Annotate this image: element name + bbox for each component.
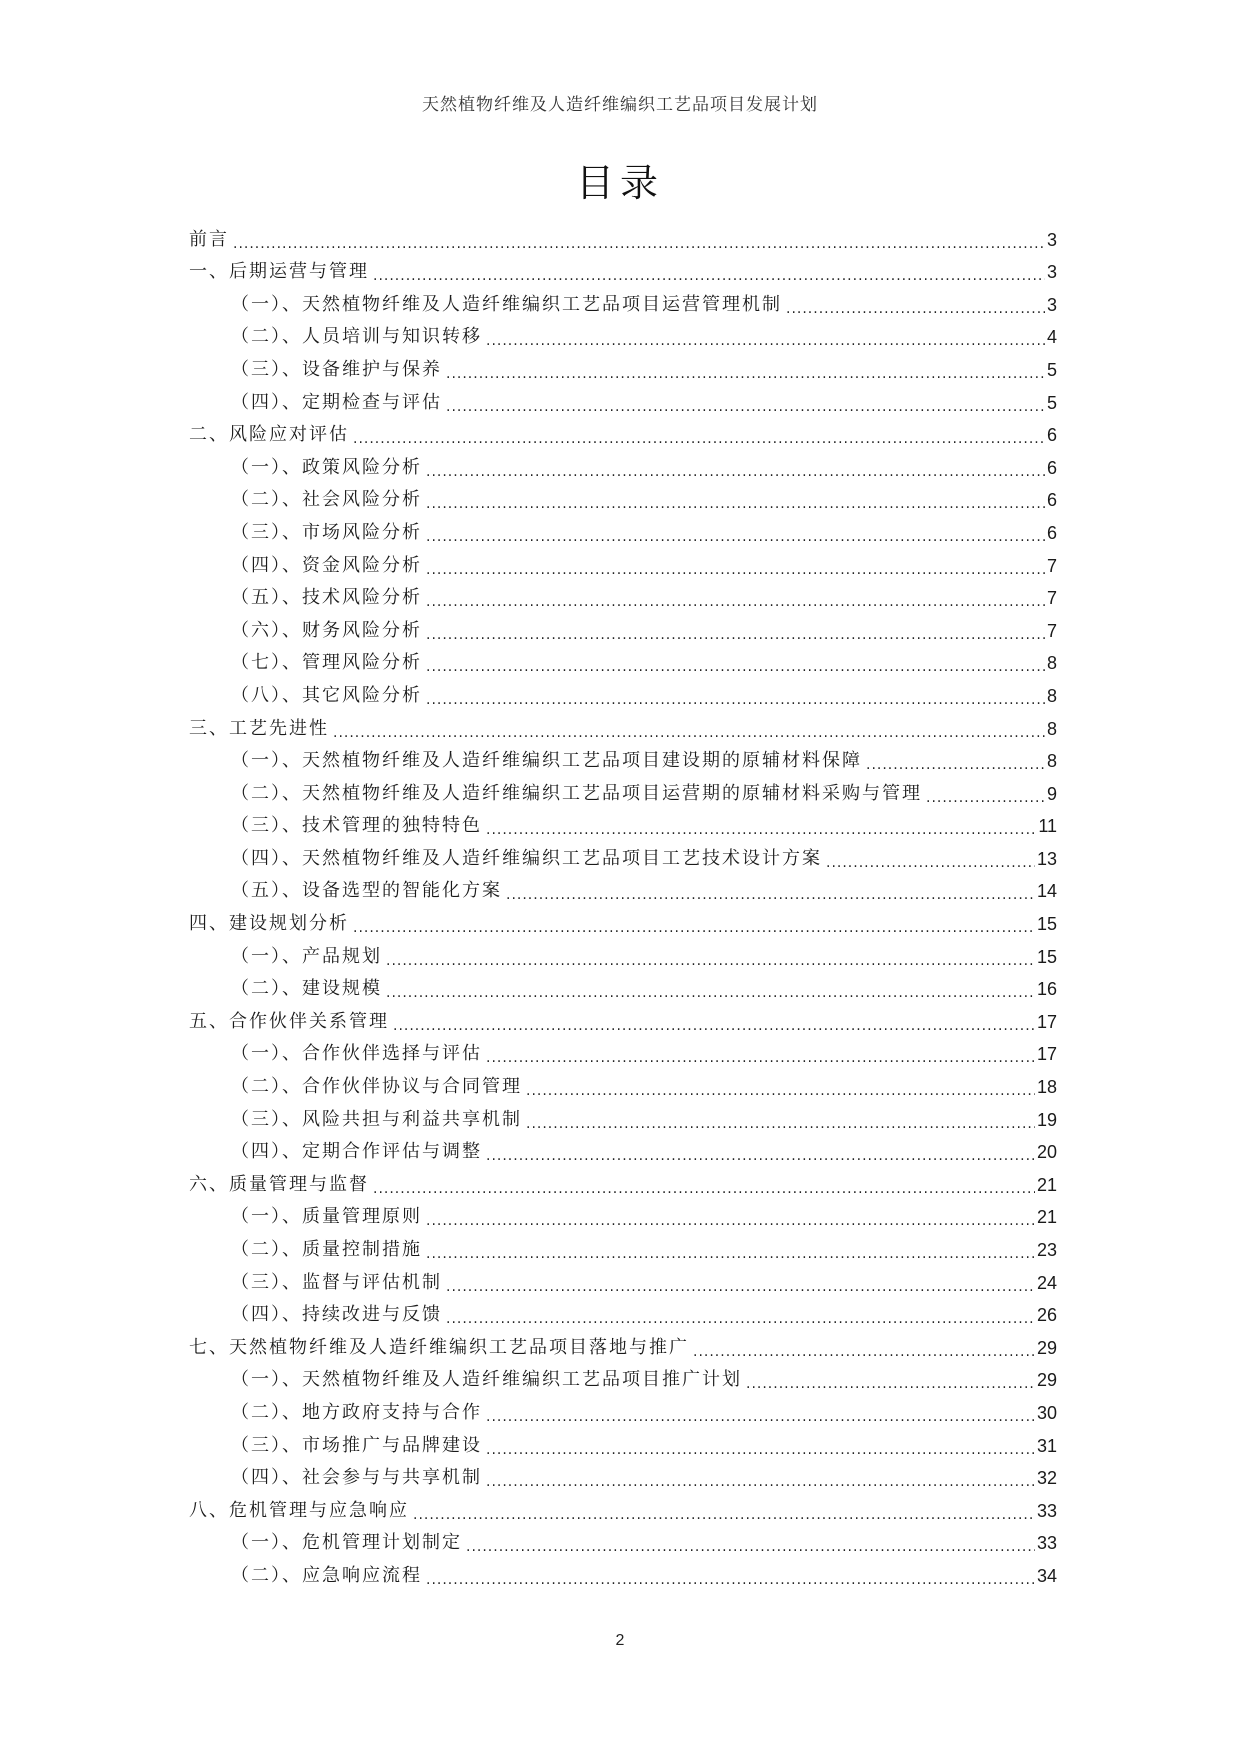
toc-entry-title: （七）、管理风险分析 — [231, 652, 422, 674]
toc-entry-title: （一）、危机管理计划制定 — [231, 1532, 462, 1554]
toc-entry-page: 33 — [1036, 1533, 1057, 1554]
toc-dot-leader — [786, 294, 1045, 316]
toc-entry-title: （四）、持续改进与反馈 — [231, 1304, 442, 1326]
toc-entry-title: （三）、技术管理的独特特色 — [231, 815, 482, 837]
toc-entry-page: 26 — [1036, 1305, 1057, 1326]
toc-entry-page: 6 — [1046, 490, 1057, 511]
toc-entry-title: 前言 — [189, 228, 229, 250]
toc-dot-leader — [233, 229, 1045, 251]
toc-entry-page: 15 — [1036, 914, 1057, 935]
toc-subsection-entry[interactable] — [189, 381, 1057, 414]
toc-dot-leader — [506, 880, 1035, 902]
toc-entry-page: 16 — [1036, 979, 1057, 1000]
toc-entry-page: 33 — [1036, 1500, 1057, 1521]
toc-entry-page: 32 — [1036, 1468, 1057, 1489]
toc-dot-leader — [926, 783, 1045, 805]
toc-dot-leader — [446, 392, 1045, 414]
toc-subsection-entry[interactable] — [189, 609, 1057, 642]
toc-subsection-entry[interactable] — [189, 968, 1057, 1001]
toc-entry-title: （四）、定期检查与评估 — [231, 391, 442, 413]
toc-entry-page: 6 — [1046, 522, 1057, 543]
toc-section-entry[interactable] — [189, 707, 1057, 740]
toc-subsection-entry[interactable] — [189, 1228, 1057, 1261]
toc-entry-page: 17 — [1036, 1011, 1057, 1032]
toc-subsection-entry[interactable] — [189, 1457, 1057, 1490]
toc-entry-page: 7 — [1046, 555, 1057, 576]
toc-dot-leader — [426, 1565, 1035, 1587]
toc-section-entry[interactable] — [189, 1489, 1057, 1522]
toc-entry-page: 21 — [1036, 1207, 1057, 1228]
toc-subsection-entry[interactable] — [189, 772, 1057, 805]
toc-subsection-entry[interactable] — [189, 348, 1057, 381]
toc-dot-leader — [353, 913, 1035, 935]
toc-subsection-entry[interactable] — [189, 935, 1057, 968]
toc-entry-page: 8 — [1046, 751, 1057, 772]
toc-entry-title: 三、工艺先进性 — [189, 717, 329, 739]
toc-dot-leader — [426, 522, 1045, 544]
toc-entry-title: （二）、地方政府支持与合作 — [231, 1401, 482, 1423]
toc-entry-title: （二）、合作伙伴协议与合同管理 — [231, 1076, 522, 1098]
toc-dot-leader — [393, 1011, 1035, 1033]
toc-subsection-entry[interactable] — [189, 1261, 1057, 1294]
toc-subsection-entry[interactable] — [189, 1554, 1057, 1587]
toc-title: 目录 — [575, 161, 664, 205]
toc-entry-page: 23 — [1036, 1240, 1057, 1260]
toc-entry-title: （二）、应急响应流程 — [231, 1564, 422, 1586]
toc-entry-title: （一）、质量管理原则 — [231, 1206, 422, 1228]
toc-entry-title: （五）、技术风险分析 — [231, 587, 422, 609]
toc-entry-page: 17 — [1036, 1044, 1057, 1065]
toc-entry-title: 二、风险应对评估 — [189, 424, 349, 446]
toc-dot-leader — [446, 359, 1045, 381]
toc-dot-leader — [486, 1435, 1035, 1457]
toc-subsection-entry[interactable] — [189, 1098, 1057, 1131]
toc-subsection-entry[interactable] — [189, 870, 1057, 903]
toc-entry-title: （四）、资金风险分析 — [231, 554, 422, 576]
toc-entry-page: 9 — [1046, 783, 1057, 804]
toc-subsection-entry[interactable] — [189, 1196, 1057, 1229]
toc-entry-title: 一、后期运营与管理 — [189, 261, 369, 283]
toc-subsection-entry[interactable] — [189, 283, 1057, 316]
toc-dot-leader — [426, 1239, 1035, 1261]
toc-section-entry[interactable] — [189, 251, 1057, 284]
toc-subsection-entry[interactable] — [189, 479, 1057, 512]
toc-entry-title: 八、危机管理与应急响应 — [189, 1499, 409, 1521]
toc-entry-page: 31 — [1036, 1435, 1057, 1456]
toc-entry-title: 七、天然植物纤维及人造纤维编织工艺品项目落地与推广 — [189, 1336, 689, 1358]
toc-section-entry[interactable] — [189, 902, 1057, 935]
toc-entry-title: （一）、政策风险分析 — [231, 456, 422, 478]
toc-entry-page: 7 — [1046, 588, 1057, 609]
toc-subsection-entry[interactable] — [189, 805, 1057, 838]
toc-dot-leader — [526, 1109, 1035, 1131]
toc-entry-page: 11 — [1038, 816, 1057, 837]
toc-subsection-entry[interactable] — [189, 446, 1057, 479]
toc-dot-leader — [486, 1467, 1035, 1489]
toc-entry-page: 6 — [1046, 457, 1057, 478]
toc-entry-page: 24 — [1036, 1272, 1057, 1293]
page-number: 2 — [615, 1632, 625, 1649]
toc-entry-page: 8 — [1046, 685, 1057, 706]
toc-entry-page: 4 — [1046, 327, 1057, 348]
toc-entry-page: 3 — [1046, 262, 1057, 283]
toc-dot-leader — [486, 1043, 1035, 1065]
toc-entry-page: 5 — [1046, 392, 1057, 413]
toc-dot-leader — [426, 1206, 1035, 1228]
toc-dot-leader — [446, 1272, 1035, 1294]
toc-subsection-entry[interactable] — [189, 511, 1057, 544]
toc-dot-leader — [426, 457, 1045, 479]
toc-dot-leader — [486, 1402, 1035, 1424]
toc-entry-page: 3 — [1046, 294, 1057, 315]
toc-subsection-entry[interactable] — [189, 1522, 1057, 1555]
toc-entry-title: （一）、产品规划 — [231, 945, 382, 967]
toc-dot-leader — [486, 1141, 1035, 1163]
toc-subsection-entry[interactable] — [189, 544, 1057, 577]
toc-entry-page: 8 — [1046, 718, 1057, 739]
toc-subsection-entry[interactable] — [189, 837, 1057, 870]
toc-entry-title: （二）、社会风险分析 — [231, 489, 422, 511]
toc-dot-leader — [373, 261, 1045, 283]
toc-section-entry[interactable] — [189, 414, 1057, 447]
toc-dot-leader — [373, 1174, 1035, 1196]
toc-entry-page: 34 — [1036, 1565, 1057, 1586]
toc-entry-page: 19 — [1036, 1109, 1057, 1130]
toc-entry-page: 15 — [1036, 946, 1057, 967]
toc-subsection-entry[interactable] — [189, 740, 1057, 773]
toc-entry-title: （四）、天然植物纤维及人造纤维编织工艺品项目工艺技术设计方案 — [231, 847, 822, 869]
toc-dot-leader — [426, 685, 1045, 707]
toc-subsection-entry[interactable] — [189, 577, 1057, 610]
toc-dot-leader — [426, 587, 1045, 609]
toc-entry-title: （一）、天然植物纤维及人造纤维编织工艺品项目运营管理机制 — [231, 293, 782, 315]
toc-section-entry[interactable] — [189, 1326, 1057, 1359]
toc-subsection-entry[interactable] — [189, 1391, 1057, 1424]
toc-entry-title: （八）、其它风险分析 — [231, 684, 422, 706]
toc-subsection-entry[interactable] — [189, 1131, 1057, 1164]
toc-subsection-entry[interactable] — [189, 674, 1057, 707]
toc-subsection-entry[interactable] — [189, 1294, 1057, 1327]
toc-section-entry[interactable] — [189, 1163, 1057, 1196]
toc-dot-leader — [866, 750, 1045, 772]
toc-dot-leader — [446, 1304, 1035, 1326]
toc-entry-title: （一）、天然植物纤维及人造纤维编织工艺品项目建设期的原辅材料保障 — [231, 750, 862, 772]
toc-entry-title: （六）、财务风险分析 — [231, 619, 422, 641]
toc-entry-title: 六、质量管理与监督 — [189, 1173, 369, 1195]
toc-subsection-entry[interactable] — [189, 642, 1057, 675]
toc-entry-title: （二）、天然植物纤维及人造纤维编织工艺品项目运营期的原辅材料采购与管理 — [231, 782, 922, 804]
toc-dot-leader — [693, 1337, 1035, 1359]
toc-dot-leader — [426, 652, 1045, 674]
toc-dot-leader — [426, 620, 1045, 642]
toc-entry-page: 20 — [1036, 1142, 1057, 1163]
toc-dot-leader — [333, 718, 1045, 740]
toc-entry-title: （三）、监督与评估机制 — [231, 1271, 442, 1293]
toc-entry-title: （三）、市场推广与品牌建设 — [231, 1434, 482, 1456]
toc-subsection-entry[interactable] — [189, 1065, 1057, 1098]
toc-entry-page: 29 — [1036, 1337, 1057, 1358]
toc-entry-title: 四、建设规划分析 — [189, 913, 349, 935]
toc-dot-leader — [413, 1500, 1035, 1522]
toc-dot-leader — [353, 424, 1045, 446]
toc-entry-page: 30 — [1036, 1402, 1057, 1423]
toc-entry-page: 6 — [1046, 425, 1057, 446]
toc-entry-title: （二）、人员培训与知识转移 — [231, 326, 482, 348]
toc-entry-title: （二）、质量控制措施 — [231, 1239, 422, 1260]
toc-entry-title: （一）、合作伙伴选择与评估 — [231, 1043, 482, 1065]
toc-section-entry[interactable] — [189, 1000, 1057, 1033]
toc-entry-page: 13 — [1036, 848, 1057, 869]
toc-entry-title: （三）、市场风险分析 — [231, 521, 422, 543]
toc-dot-leader — [826, 848, 1035, 870]
toc-dot-leader — [486, 326, 1045, 348]
toc-entry-page: 29 — [1036, 1370, 1057, 1391]
toc-entry-page: 14 — [1036, 881, 1057, 902]
table-of-contents — [189, 218, 1057, 1587]
toc-dot-leader — [526, 1076, 1035, 1098]
toc-subsection-entry[interactable] — [189, 1424, 1057, 1457]
toc-entry-page: 7 — [1046, 620, 1057, 641]
toc-dot-leader — [746, 1369, 1035, 1391]
toc-entry-page: 21 — [1036, 1174, 1057, 1195]
toc-entry-title: （二）、建设规模 — [231, 978, 382, 1000]
toc-entry-title: 五、合作伙伴关系管理 — [189, 1010, 389, 1032]
toc-entry-page: 3 — [1046, 229, 1057, 250]
toc-entry-title: （五）、设备选型的智能化方案 — [231, 880, 502, 902]
toc-entry-page: 18 — [1036, 1077, 1057, 1098]
toc-dot-leader — [386, 946, 1035, 968]
toc-dot-leader — [426, 489, 1045, 511]
toc-subsection-entry[interactable] — [189, 316, 1057, 349]
toc-entry-title: （四）、定期合作评估与调整 — [231, 1141, 482, 1163]
toc-section-entry[interactable] — [189, 218, 1057, 251]
toc-entry-page: 5 — [1046, 359, 1057, 380]
toc-entry-page: 8 — [1046, 653, 1057, 674]
toc-entry-title: （四）、社会参与与共享机制 — [231, 1467, 482, 1489]
toc-dot-leader — [386, 978, 1035, 1000]
toc-dot-leader — [426, 555, 1045, 577]
running-header: 天然植物纤维及人造纤维编织工艺品项目发展计划 — [422, 95, 818, 115]
toc-entry-title: （三）、风险共担与利益共享机制 — [231, 1108, 522, 1130]
toc-entry-title: （三）、设备维护与保养 — [231, 358, 442, 380]
toc-subsection-entry[interactable] — [189, 1033, 1057, 1066]
toc-entry-title: （一）、天然植物纤维及人造纤维编织工艺品项目推广计划 — [231, 1369, 742, 1391]
toc-subsection-entry[interactable] — [189, 1359, 1057, 1392]
toc-dot-leader — [486, 815, 1036, 837]
toc-dot-leader — [466, 1532, 1035, 1554]
